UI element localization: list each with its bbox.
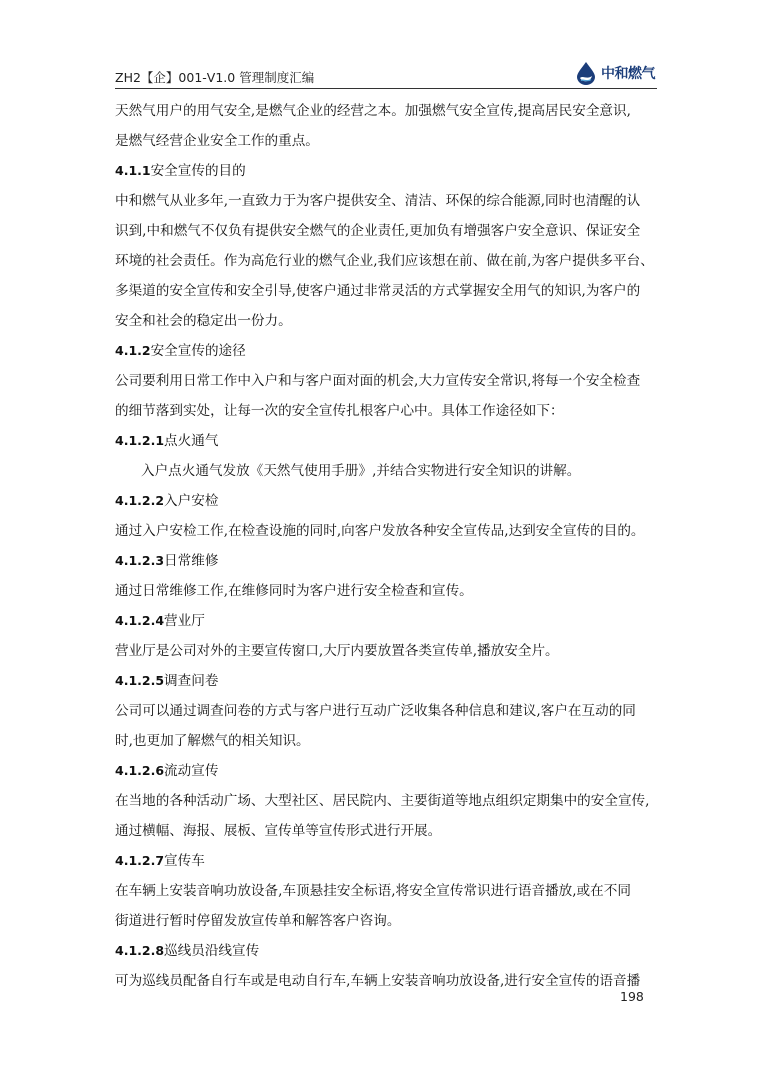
- section-title: 点火通气: [164, 433, 219, 449]
- paragraph-line: 公司要利用日常工作中入户和与客户面对面的机会,大力宣传安全常识,将每一个安全检查: [115, 373, 641, 389]
- header-title: ZH2【企】001-V1.0 管理制度汇编: [115, 70, 315, 85]
- section-title: 入户安检: [164, 493, 219, 509]
- paragraph-line: 可为巡线员配备自行车或是电动自行车,车辆上安装音响功放设备,进行安全宣传的语音播: [115, 973, 641, 989]
- section-heading: [115, 756, 660, 786]
- section-number: 4.1.2.4: [115, 613, 165, 628]
- section-title: 营业厅: [164, 613, 205, 629]
- section-title: 调查问卷: [164, 673, 219, 689]
- paragraph-line: 时,也更加了解燃气的相关知识。: [115, 733, 310, 749]
- paragraph-line: 中和燃气从业多年,一直致力于为客户提供安全、清洁、环保的综合能源,同时也清醒的认: [115, 193, 641, 209]
- section-title: 安全宣传的途径: [150, 343, 246, 359]
- paragraph-line: 识到,中和燃气不仅负有提供安全燃气的企业责任,更加负有增强客户安全意识、保证安全: [115, 223, 641, 239]
- paragraph-line: 在当地的各种活动广场、大型社区、居民院内、主要街道等地点组织定期集中的安全宣传,: [115, 793, 650, 809]
- page-number: 198: [620, 989, 644, 1004]
- section-heading: [115, 936, 660, 966]
- section-number: 4.1.2.7: [115, 853, 165, 868]
- section-number: 4.1.2.8: [115, 943, 165, 958]
- section-number: 4.1.2.1: [115, 433, 165, 448]
- company-logo: [575, 60, 655, 86]
- section-title: 流动宣传: [164, 763, 219, 779]
- section-number: 4.1.2.3: [115, 553, 165, 568]
- header-divider: [115, 88, 657, 89]
- section-heading: [115, 156, 660, 186]
- paragraph-line: 通过横幅、海报、展板、宣传单等宣传形式进行开展。: [115, 823, 442, 839]
- paragraph-line: 通过日常维修工作,在维修同时为客户进行安全检查和宣传。: [115, 583, 473, 599]
- paragraph-line: 通过入户安检工作,在检查设施的同时,向客户发放各种安全宣传品,达到安全宣传的目的。: [115, 523, 645, 539]
- flame-drop-logo-icon: [575, 61, 597, 85]
- paragraph-line: 营业厅是公司对外的主要宣传窗口,大厅内要放置各类宣传单,播放安全片。: [115, 643, 559, 659]
- section-heading: [115, 666, 660, 696]
- section-heading: [115, 426, 660, 456]
- logo-text: 中和燃气: [601, 66, 655, 82]
- section-number: 4.1.2.5: [115, 673, 165, 688]
- page-header: [115, 60, 655, 88]
- section-title: 巡线员沿线宣传: [164, 943, 260, 959]
- section-heading: [115, 846, 660, 876]
- section-heading: [115, 546, 660, 576]
- section-heading: [115, 486, 660, 516]
- section-title: 安全宣传的目的: [150, 163, 246, 179]
- section-number: 4.1.1: [115, 163, 151, 178]
- document-body: [115, 96, 660, 996]
- paragraph-line: 在车辆上安装音响功放设备,车顶悬挂安全标语,将安全宣传常识进行语音播放,或在不同: [115, 883, 631, 899]
- paragraph-line: 入户点火通气发放《天然气使用手册》,并结合实物进行安全知识的讲解。: [141, 463, 581, 479]
- section-title: 宣传车: [164, 853, 205, 869]
- paragraph-line: 街道进行暂时停留发放宣传单和解答客户咨询。: [115, 913, 401, 929]
- paragraph-line: 是燃气经营企业安全工作的重点。: [115, 133, 319, 149]
- section-number: 4.1.2.2: [115, 493, 165, 508]
- section-number: 4.1.2: [115, 343, 151, 358]
- paragraph-line: 天然气用户的用气安全,是燃气企业的经营之本。加强燃气安全宣传,提高居民安全意识,: [115, 103, 631, 119]
- paragraph-line: 公司可以通过调查问卷的方式与客户进行互动广泛收集各种信息和建议,客户在互动的同: [115, 703, 636, 719]
- paragraph-line: 安全和社会的稳定出一份力。: [115, 313, 292, 329]
- paragraph-line: 的细节落到实处，让每一次的安全宣传扎根客户心中。具体工作途径如下：: [115, 403, 564, 419]
- paragraph-line: 环境的社会责任。作为高危行业的燃气企业,我们应该想在前、做在前,为客户提供多平台、: [115, 253, 654, 269]
- section-title: 日常维修: [164, 553, 219, 569]
- section-number: 4.1.2.6: [115, 763, 165, 778]
- section-heading: [115, 606, 660, 636]
- paragraph-line: 多渠道的安全宣传和安全引导,使客户通过非常灵活的方式掌握安全用气的知识,为客户的: [115, 283, 641, 299]
- section-heading: [115, 336, 660, 366]
